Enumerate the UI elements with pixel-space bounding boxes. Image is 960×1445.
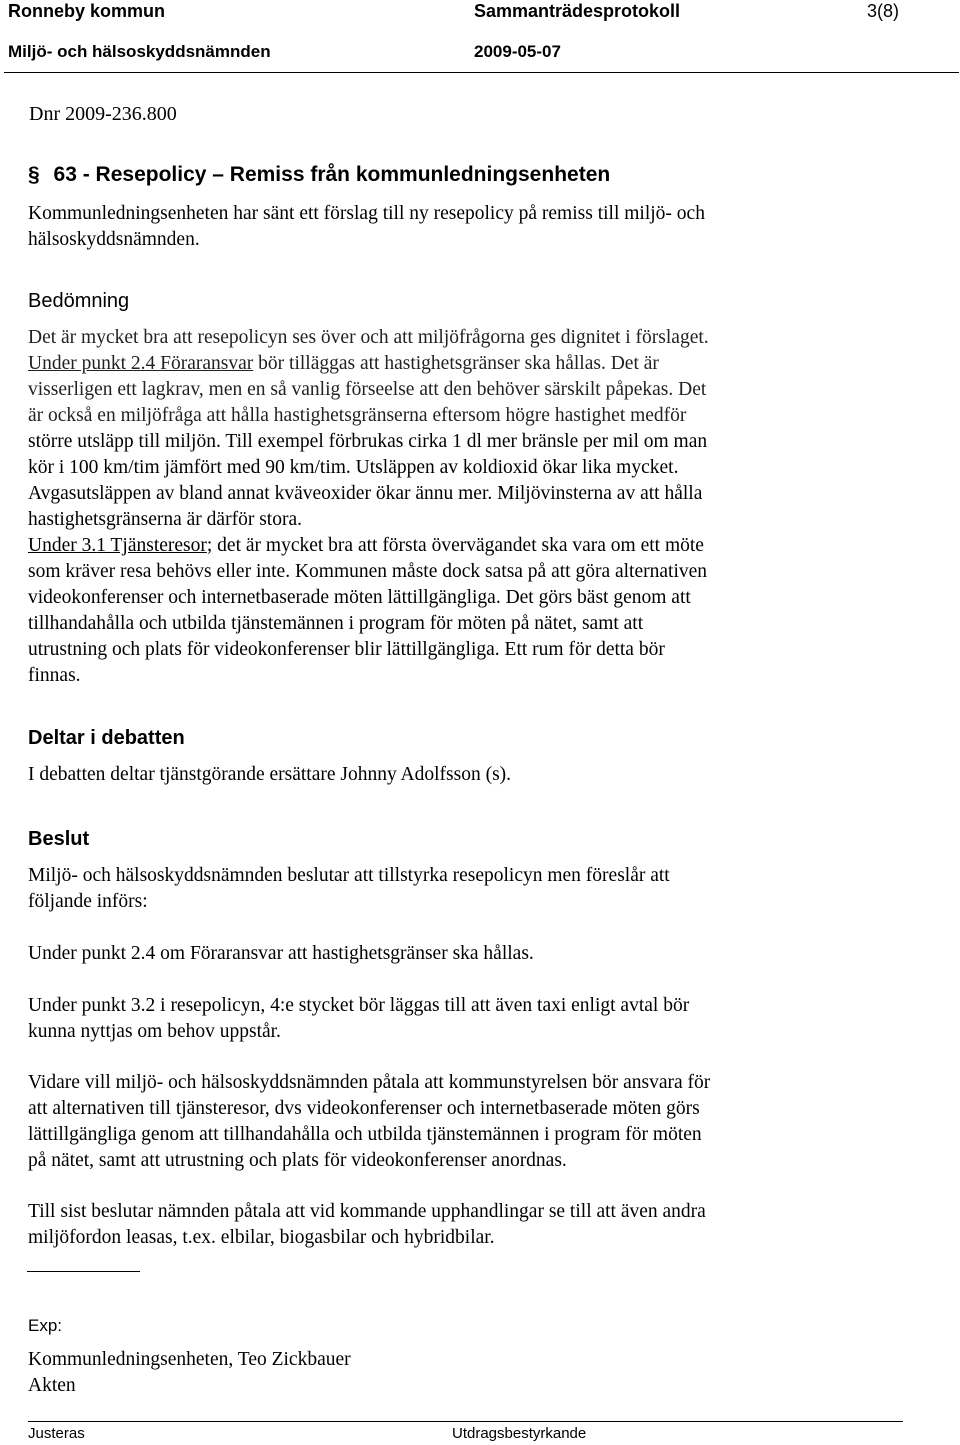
beslut-p4-line-4: på nätet, samt att utrustning och plats för videokonferenser anordnas. <box>28 1150 567 1171</box>
beslut-p3-line-2: kunna nyttjas om behov uppstår. <box>28 1021 281 1042</box>
debatt-heading: Deltar i debatten <box>28 727 185 749</box>
board-name: Miljö- och hälsoskyddsnämnden <box>8 42 271 61</box>
footer-justeras: Justeras <box>28 1425 85 1442</box>
exp-line-1: Kommunledningsenheten, Teo Zickbauer <box>28 1349 351 1370</box>
separator-line <box>27 1271 140 1272</box>
meeting-date: 2009-05-07 <box>474 42 561 61</box>
bedomning-line-10: som kräver resa behövs eller inte. Kommunen måste dock satsa på att göra alternativen <box>28 561 708 582</box>
bedomning-line-1: Det är mycket bra att resepolicyn ses över och att miljöfrågorna ges dignitet i förslaget. <box>28 327 709 348</box>
reference-link-3-1-part2[interactable]: 1 Tjänsteresor <box>96 535 207 556</box>
reference-link-2-4-part1[interactable]: Under punkt 2. <box>28 353 146 374</box>
beslut-p1-line-1: Miljö- och hälsoskyddsnämnden beslutar att tillstyrka resepolicyn men föreslår att <box>28 865 670 886</box>
intro-line-2: hälsoskyddsnämnden. <box>28 229 200 250</box>
bedomning-line-2-rest: bör tilläggas att hastighetsgränser ska hållas. Det är <box>253 353 659 374</box>
section-title <box>28 163 610 187</box>
bedomning-line-13: utrustning och plats för videokonferenser blir lättillgängliga. Ett rum för detta bör <box>28 639 665 660</box>
reference-link-3-1-part1[interactable]: Under 3. <box>28 535 97 556</box>
bedomning-line-9-rest: ; det är mycket bra att första övervägandet ska vara om ett möte <box>206 535 704 556</box>
beslut-p5-line-2: miljöfordon leasas, t.ex. elbilar, biogasbilar och hybridbilar. <box>28 1227 495 1248</box>
bedomning-line-2 <box>28 353 659 375</box>
bedomning-line-14: finnas. <box>28 665 81 686</box>
debatt-text: I debatten deltar tjänstgörande ersättare Johnny Adolfsson (s). <box>28 764 512 785</box>
org-name: Ronneby kommun <box>8 1 166 21</box>
bedomning-line-5: större utsläpp till miljön. Till exempel förbrukas cirka 1 dl mer bränsle per mil om man <box>28 431 708 452</box>
bedomning-line-3: visserligen ett lagkrav, men en så vanlig förseelse att den behöver särskilt påpekas. Det <box>28 379 707 400</box>
bedomning-line-6: kör i 100 km/tim jämfört med 90 km/tim. Utsläppen av koldioxid ökar lika mycket. <box>28 457 679 478</box>
footer-utdragsbestyrkande: Utdragsbestyrkande <box>452 1425 587 1442</box>
beslut-p4-line-1: Vidare vill miljö- och hälsoskyddsnämnden påtala att kommunstyrelsen bör ansvara för <box>28 1072 711 1093</box>
beslut-p2: Under punkt 2.4 om Föraransvar att hastighetsgränser ska hållas. <box>28 943 534 964</box>
beslut-p4-line-3: lättillgängliga genom att tillhandahålla och utbilda tjänstemännen i program för möten <box>28 1124 702 1145</box>
exp-line-2: Akten <box>28 1375 76 1396</box>
diary-number: Dnr 2009-236.800 <box>29 103 177 125</box>
intro-line-1: Kommunledningsenheten har sänt ett förslag till ny resepolicy på remiss till miljö- och <box>28 203 705 224</box>
bedomning-line-4: är också en miljöfråga att hålla hastighetsgränserna eftersom högre hastighet medför <box>28 405 687 426</box>
header-rule <box>4 72 959 73</box>
document-type: Sammanträdesprotokoll <box>474 1 681 21</box>
beslut-p3-line-1: Under punkt 3.2 i resepolicyn, 4:e stycket bör läggas till att även taxi enligt avtal bör <box>28 995 690 1016</box>
beslut-heading: Beslut <box>28 828 90 850</box>
page-number: 3(8) <box>867 1 900 21</box>
beslut-p1-line-2: följande införs: <box>28 891 148 912</box>
paragraph-symbol: § <box>28 163 40 186</box>
bedomning-line-11: videokonferenser och internetbaserade möten lättillgängliga. Det görs bäst genom att <box>28 587 691 608</box>
beslut-p5-line-1: Till sist beslutar nämnden påtala att vid kommande upphandlingar se till att även andra <box>28 1201 706 1222</box>
footer-rule <box>28 1421 903 1422</box>
bedomning-line-7: Avgasutsläppen av bland annat kväveoxider ökar ännu mer. Miljövinsterna av att hålla <box>28 483 703 504</box>
bedomning-line-9 <box>28 535 704 557</box>
bedomning-heading: Bedömning <box>28 290 130 312</box>
bedomning-line-8: hastighetsgränserna är därför stora. <box>28 509 302 530</box>
exp-label: Exp: <box>28 1316 63 1335</box>
reference-link-2-4-part2[interactable]: 4 Föraransvar <box>145 353 254 374</box>
beslut-p4-line-2: att alternativen till tjänsteresor, dvs videokonferenser och internetbaserade möten görs <box>28 1098 700 1119</box>
section-title-text: 63 - Resepolicy – Remiss från kommunledningsenheten <box>53 163 611 186</box>
bedomning-line-12: tillhandahålla och utbilda tjänstemännen i program för möten på nätet, samt att <box>28 613 644 634</box>
